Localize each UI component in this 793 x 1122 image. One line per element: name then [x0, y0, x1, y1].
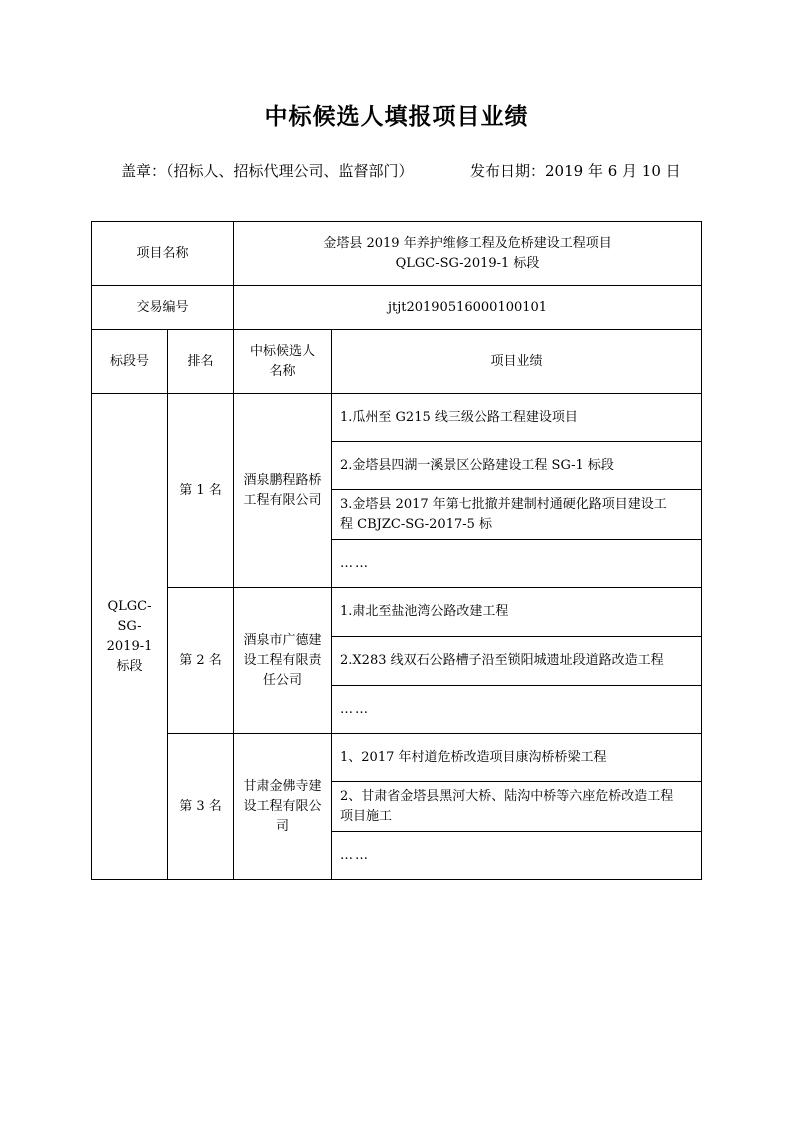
project-name-line2: QLGC-SG-2019-1 标段	[395, 255, 540, 271]
table-row	[92, 734, 702, 782]
candidate-1-project-3	[332, 490, 702, 540]
header-candidate	[234, 330, 332, 394]
candidate-2-name	[234, 588, 332, 734]
section-id-line2: 2019-1	[106, 638, 153, 654]
candidate-1-name-line1: 酒泉鹏程路桥	[243, 472, 322, 488]
header-section: 标段号	[92, 330, 168, 394]
project-name-row	[92, 222, 702, 286]
candidate-3-project-2	[332, 782, 702, 832]
candidate-3-name	[234, 734, 332, 880]
header-performance: 项目业绩	[332, 330, 702, 394]
candidate-3-more: ……	[332, 832, 702, 880]
performance-table	[91, 221, 702, 880]
stamp-label: 盖章：（招标人、招标代理公司、监督部门）	[121, 162, 414, 180]
candidate-3-project-2-line1: 2、甘肃省金塔县黑河大桥、陆沟中桥等六座危桥改造工程	[340, 788, 674, 804]
candidate-1-project-2: 2.金塔县四湖一溪景区公路建设工程 SG-1 标段	[332, 442, 702, 490]
trade-code-value: jtjt20190516000100101	[234, 286, 702, 330]
section-id	[92, 394, 168, 880]
candidate-3-name-line2: 设工程有限公	[243, 798, 322, 814]
candidate-1-name	[234, 394, 332, 588]
candidate-1-name-line2: 工程有限公司	[243, 492, 322, 508]
candidate-2-project-1: 1.肃北至盐池湾公路改建工程	[332, 588, 702, 637]
candidate-1-project-3-line2: 程 CBJZC-SG-2017-5 标	[340, 516, 493, 532]
trade-code-row	[92, 286, 702, 330]
section-id-line1: QLGC-SG-	[107, 598, 152, 634]
header-rank: 排名	[168, 330, 234, 394]
candidate-1-project-3-line1: 3.金塔县 2017 年第七批撤并建制村通硬化路项目建设工	[340, 496, 667, 512]
header-candidate-line2: 名称	[269, 363, 296, 379]
candidate-2-name-line1: 酒泉市广德建	[243, 632, 322, 648]
project-name-line1: 金塔县 2019 年养护维修工程及危桥建设工程项目	[323, 235, 612, 251]
candidate-3-name-line1: 甘肃金佛寺建	[243, 778, 322, 794]
table-row	[92, 588, 702, 637]
rank-1: 第 1 名	[168, 394, 234, 588]
candidate-2-project-2: 2.X283 线双石公路槽子沿至锁阳城遗址段道路改造工程	[332, 637, 702, 686]
candidate-1-project-1: 1.瓜州至 G215 线三级公路工程建设项目	[332, 394, 702, 442]
candidate-2-more: ……	[332, 686, 702, 734]
candidate-3-name-line3: 司	[276, 818, 290, 834]
section-id-line3: 标段	[116, 658, 143, 674]
rank-3: 第 3 名	[168, 734, 234, 880]
candidate-3-project-2-line2: 项目施工	[340, 808, 393, 824]
header-candidate-line1: 中标候选人	[250, 343, 316, 359]
header-row	[92, 330, 702, 394]
trade-code-label: 交易编号	[92, 286, 234, 330]
publish-date: 发布日期：2019 年 6 月 10 日	[470, 162, 681, 180]
rank-2: 第 2 名	[168, 588, 234, 734]
page-title: 中标候选人填报项目业绩	[264, 104, 529, 130]
table-row	[92, 394, 702, 442]
candidate-3-project-1: 1、2017 年村道危桥改造项目康沟桥桥梁工程	[332, 734, 702, 782]
project-name-value	[234, 222, 702, 286]
candidate-2-name-line2: 设工程有限责	[243, 652, 322, 668]
project-name-label: 项目名称	[92, 222, 234, 286]
candidate-2-name-line3: 任公司	[263, 672, 303, 688]
candidate-1-more: ……	[332, 540, 702, 588]
